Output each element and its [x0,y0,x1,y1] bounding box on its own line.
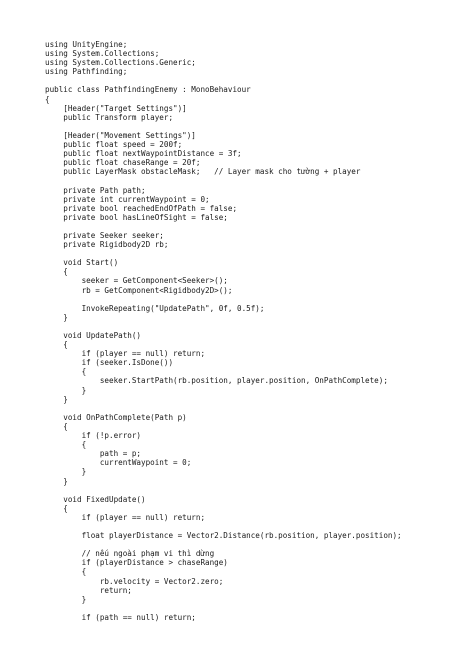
code-line: if (seeker.IsDone()) [45,358,174,368]
code-line: { [45,267,68,277]
code-line [45,76,402,85]
code-line: public float chaseRange = 20f; [45,158,201,168]
code-line: if (!p.error) [45,431,142,441]
code-line: void OnPathComplete(Path p) [45,412,187,422]
code-line: { [45,367,87,377]
code-line: private Seeker seeker; [45,230,164,240]
code-line: { [45,421,68,431]
code-line [45,176,402,185]
code-line: using System.Collections; [45,49,160,59]
code-line [45,540,402,549]
code-line: public LayerMask obstacleMask; // Layer mask cho tường + player [45,167,361,177]
code-line: public class PathfindingEnemy : MonoBehaviour [45,85,251,95]
code-line: if (player == null) return; [45,349,206,359]
code-line: { [45,440,87,450]
code-line: if (playerDistance > chaseRange) [45,558,228,568]
code-line [45,522,402,531]
code-line [45,122,402,131]
code-line: rb.velocity = Vector2.zero; [45,576,224,586]
code-line: void Start() [45,258,119,268]
code-line [45,604,402,613]
code-line: [Header("Target Settings")] [45,103,187,113]
code-line: } [45,394,68,404]
code-block [45,40,402,622]
code-line: seeker.StartPath(rb.position, player.position, OnPathComplete); [45,376,388,386]
code-line: private bool reachedEndOfPath = false; [45,203,238,213]
code-line [45,486,402,495]
code-line: { [45,94,50,104]
code-line: public float speed = 200f; [45,140,183,150]
code-line: void FixedUpdate() [45,494,146,504]
code-line: seeker = GetComponent<Seeker>(); [45,276,228,286]
code-line: { [45,567,87,577]
code-line [45,295,402,304]
code-line: } [45,467,87,477]
code-line: void UpdatePath() [45,331,142,340]
code-line: if (path == null) return; [45,612,196,622]
code-line: private Path path; [45,185,146,195]
code-line: if (player == null) return; [45,512,206,522]
code-line: return; [45,585,132,595]
code-line: } [45,594,87,604]
code-line [45,322,402,331]
code-line [45,249,402,258]
code-line: path = p; [45,449,142,459]
code-line: using Pathfinding; [45,67,128,77]
code-line: private Rigidbody2D rb; [45,240,169,250]
code-line: currentWaypoint = 0; [45,458,192,468]
code-line: } [45,385,87,395]
code-line: } [45,476,68,486]
code-line [45,404,402,413]
code-line: private bool hasLineOfSight = false; [45,212,228,222]
code-line: public Transform player; [45,112,174,122]
code-line: rb = GetComponent<Rigidbody2D>(); [45,285,233,295]
code-line: using System.Collections.Generic; [45,58,196,68]
code-line: } [45,312,68,322]
code-line: InvokeRepeating("UpdatePath", 0f, 0.5f); [45,303,265,313]
code-line: [Header("Movement Settings")] [45,130,196,140]
code-line [45,222,402,231]
code-line: float playerDistance = Vector2.Distance(rb.position, player.position); [45,531,402,541]
code-line: // nếu ngoài phạm vi thì dừng [45,549,215,559]
code-line: using UnityEngine; [45,40,128,49]
code-line: { [45,340,68,350]
code-line: public float nextWaypointDistance = 3f; [45,149,242,159]
code-line: private int currentWaypoint = 0; [45,194,210,204]
code-line: { [45,503,68,513]
